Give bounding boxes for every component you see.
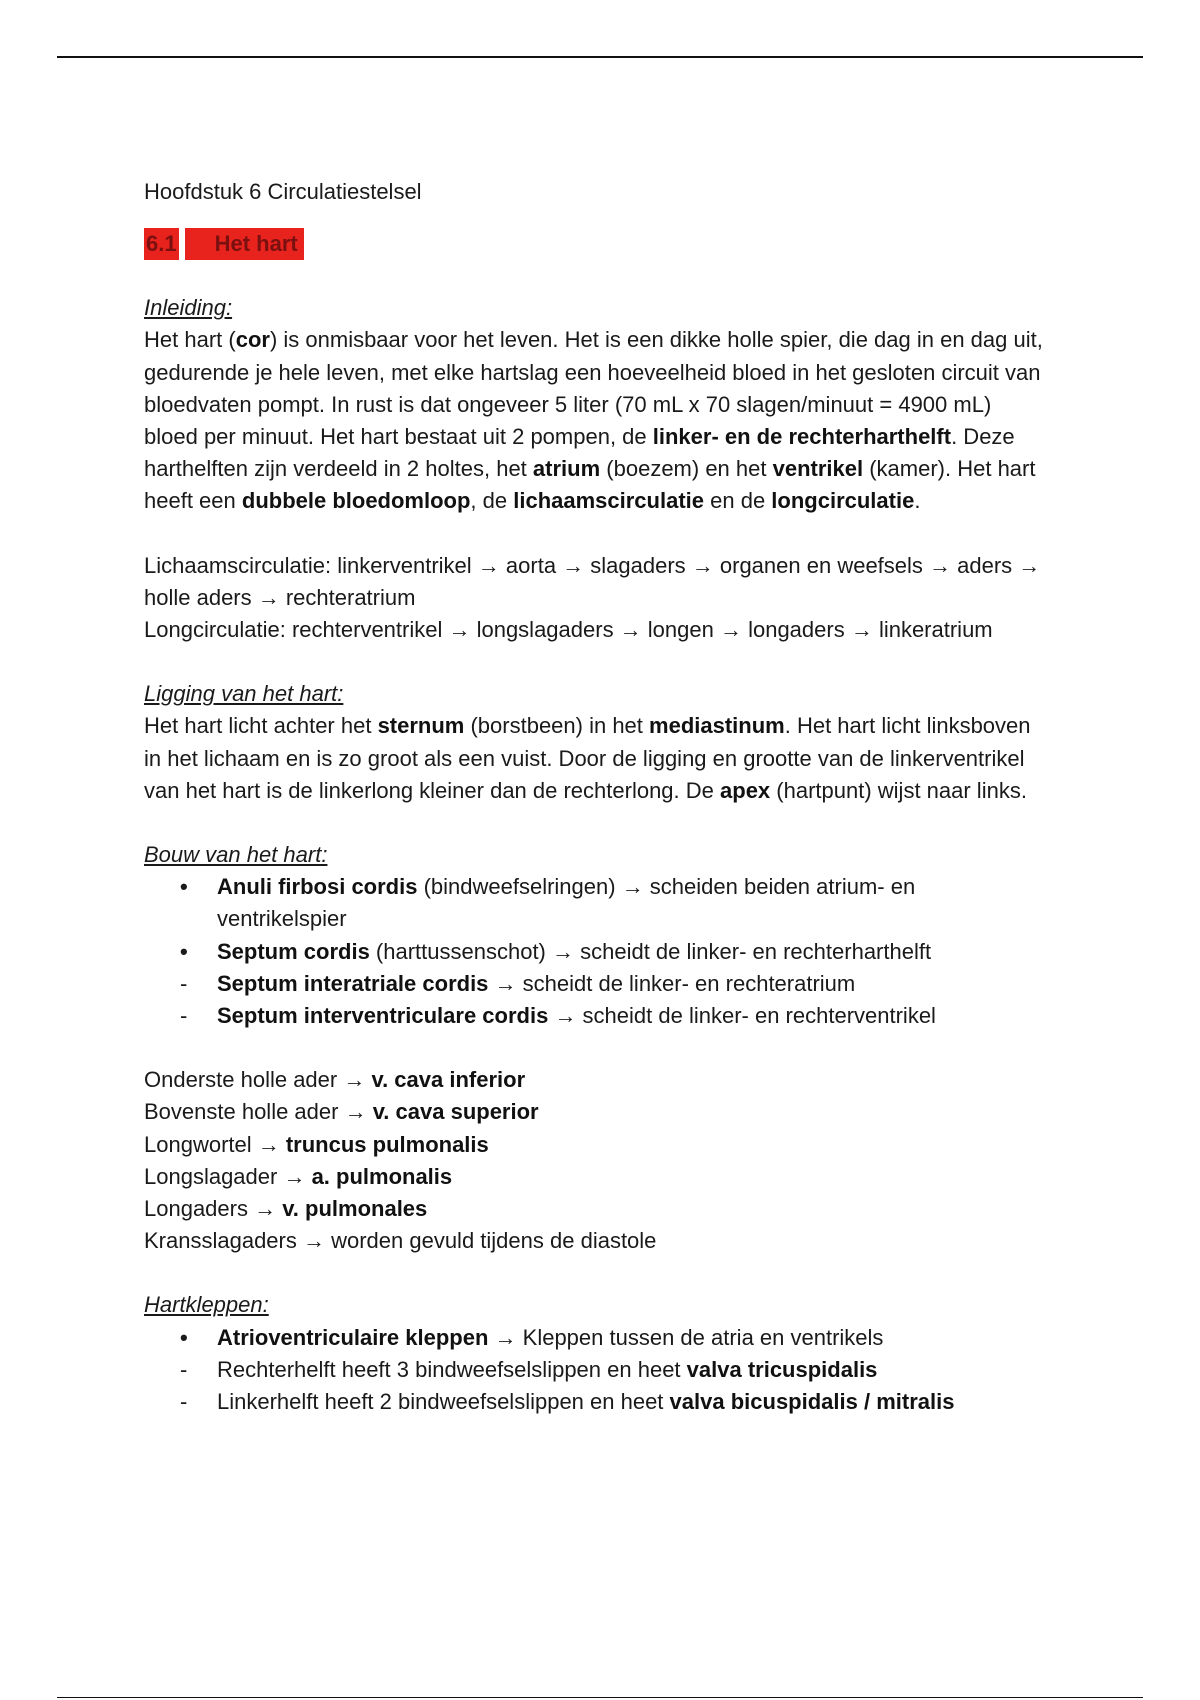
list-item: - Rechterhelft heeft 3 bindweefselslippen en heet valva tricuspidalis <box>144 1354 1044 1386</box>
chapter-title: Hoofdstuk 6 Circulatiestelsel <box>144 179 422 204</box>
ligging-paragraph: Het hart licht achter het sternum (borstbeen) in het mediastinum. Het hart licht linksboven in het lichaam en is zo groot als een vuist. Door de ligging en grootte van de linkerventrikel van het hart is de linkerlong kleiner dan de rechterlong. De apex (hartpunt) wijst naar links. <box>144 713 1031 803</box>
list-item: - Linkerhelft heeft 2 bindweefselslippen en heet valva bicuspidalis / mitralis <box>144 1386 1044 1418</box>
vat-line: Longslagader → a. pulmonalis <box>144 1163 453 1189</box>
bullet-icon <box>180 871 200 903</box>
kleppen-heading: Hartkleppen: <box>144 1292 269 1318</box>
ligging-heading: Ligging van het hart: <box>144 681 344 707</box>
list-item: - Septum interventriculare cordis → scheidt de linker- en rechterventrikel <box>144 1000 1044 1032</box>
bullet-icon <box>180 1322 200 1354</box>
bouw-list <box>144 871 1044 1032</box>
vaten-list <box>144 1064 1044 1257</box>
section-title: Het hart <box>185 228 304 260</box>
vat-line: Kransslagaders → worden gevuld tijdens de diastole <box>144 1228 657 1254</box>
document-body <box>144 176 1044 1418</box>
vat-line: Longwortel → truncus pulmonalis <box>144 1131 489 1157</box>
list-item: • Septum cordis (harttussenschot) → scheidt de linker- en rechterharthelft <box>144 936 1044 968</box>
vat-line: Onderste holle ader → v. cava inferior <box>144 1067 526 1093</box>
inleiding-heading: Inleiding: <box>144 295 233 321</box>
list-item: • Anuli firbosi cordis (bindweefselringen) → scheiden beiden atrium- en ventrikelspier <box>144 871 1044 935</box>
section-heading <box>144 228 1044 260</box>
dash-icon <box>180 1354 200 1386</box>
bullet-icon <box>180 936 200 968</box>
dash-icon <box>180 968 200 1000</box>
vat-line: Bovenste holle ader → v. cava superior <box>144 1099 539 1125</box>
longcirculatie-line: Longcirculatie: rechterventrikel → longslagaders → longen → longaders → linkeratrium <box>144 617 993 643</box>
footer-rule <box>57 1697 1143 1698</box>
inleiding-paragraph: Het hart (cor) is onmisbaar voor het leven. Het is een dikke holle spier, die dag in en dag uit, gedurende je hele leven, met elke hartslag een hoeveelheid bloed in het gesloten circuit van bloedvaten pompt. In rust is dat ongeveer 5 liter (70 mL x 70 slagen/minuut = 4900 mL) bloed per minuut. Het hart bestaat uit 2 pompen, de linker- en de rechterharthelft. Deze harthelften zijn verdeeld in 2 holtes, het atrium (boezem) en het ventrikel (kamer). Het hart heeft een dubbele bloedomloop, de lichaamscirculatie en de longcirculatie. <box>144 327 1043 514</box>
dash-icon <box>180 1386 200 1418</box>
section-number: 6.1 <box>144 228 179 260</box>
header-rule <box>57 56 1143 58</box>
list-item: - Septum interatriale cordis → scheidt de linker- en rechteratrium <box>144 968 1044 1000</box>
list-item: • Atrioventriculaire kleppen → Kleppen tussen de atria en ventrikels <box>144 1322 1044 1354</box>
bouw-heading: Bouw van het hart: <box>144 842 328 868</box>
lichaamscirculatie-line: Lichaamscirculatie: linkerventrikel → aorta → slagaders → organen en weefsels → aders → holle aders → rechteratrium <box>144 552 1041 610</box>
dash-icon <box>180 1000 200 1032</box>
vat-line: Longaders → v. pulmonales <box>144 1196 428 1222</box>
kleppen-list <box>144 1322 1044 1419</box>
